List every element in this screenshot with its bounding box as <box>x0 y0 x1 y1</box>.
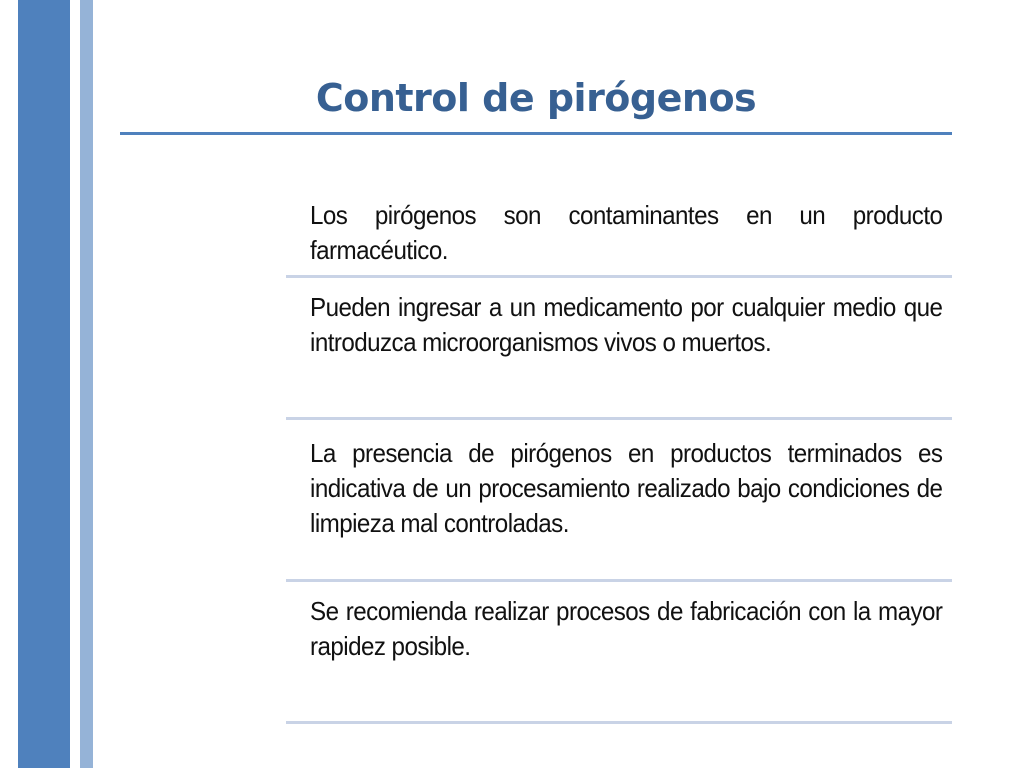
left-accent-bar-dark <box>18 0 70 768</box>
list-item <box>286 278 952 420</box>
list-item-text: Los pirógenos son contaminantes en un producto farmacéutico. <box>310 200 943 265</box>
list-item-text: Se recomienda realizar procesos de fabricación con la mayor rapidez posible. <box>310 596 943 661</box>
slide-title: Control de pirógenos <box>315 76 757 120</box>
title-underline <box>120 132 952 135</box>
list-item-text: La presencia de pirógenos en productos terminados es indicativa de un procesamiento realizado bajo condiciones de limpieza mal controladas. <box>310 438 943 538</box>
list-item <box>286 582 952 724</box>
list-item-text: Pueden ingresar a un medicamento por cualquier medio que introduzca microorganismos vivos o muertos. <box>310 292 943 357</box>
left-accent-bar-light <box>80 0 93 768</box>
list-item <box>286 420 952 582</box>
list-item <box>286 186 952 278</box>
